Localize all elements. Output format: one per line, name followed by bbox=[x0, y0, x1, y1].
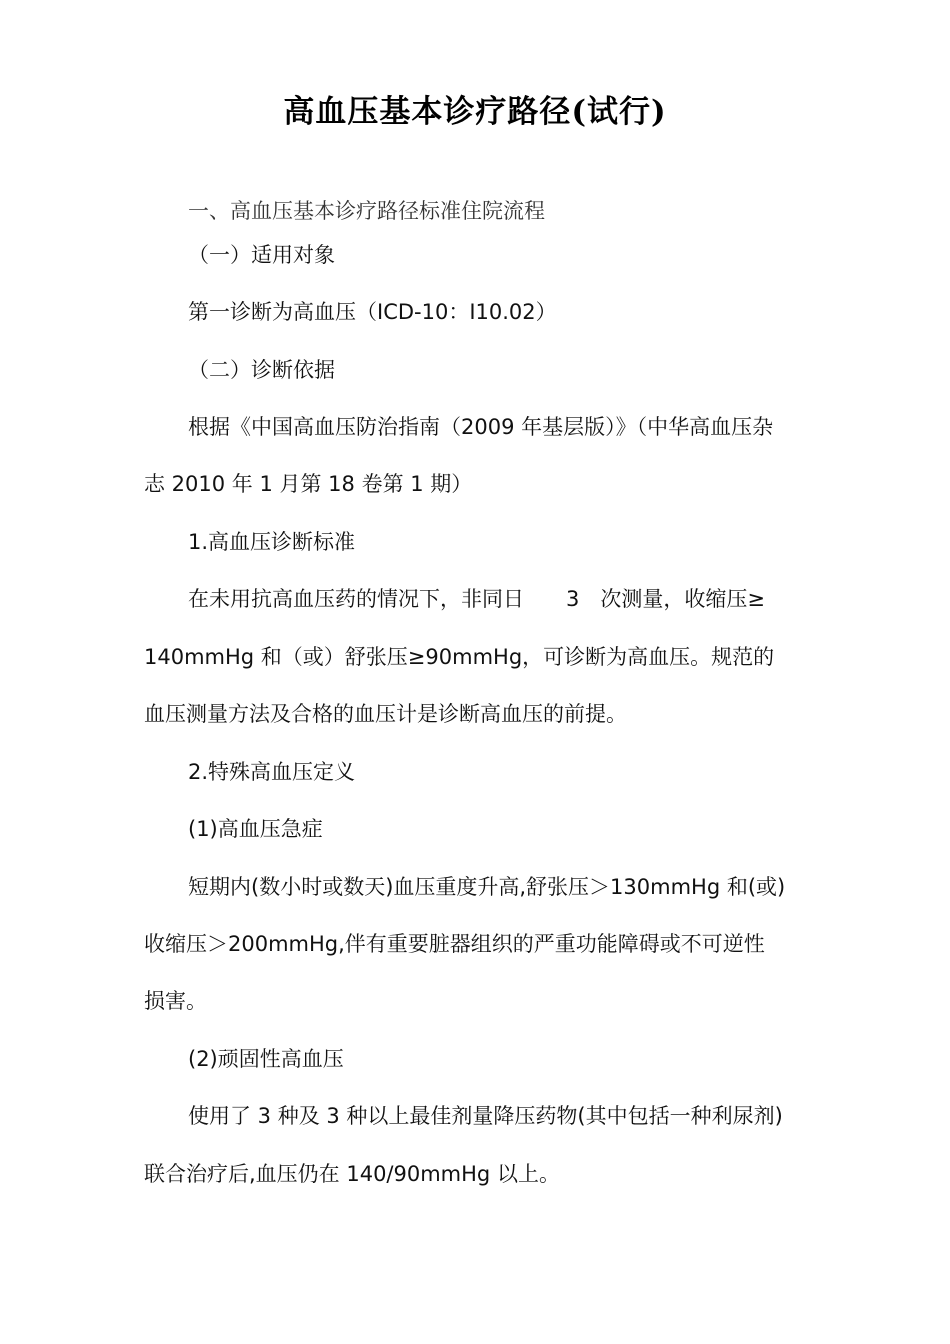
item-heading-emergency: (1)高血压急症 bbox=[188, 817, 323, 841]
item-heading-special: 2.特殊高血压定义 bbox=[188, 760, 356, 784]
paragraph-line: 收缩压＞200mmHg,伴有重要脏器组织的严重功能障碍或不可逆性 bbox=[144, 932, 765, 956]
subsection-heading-applicable: （一）适用对象 bbox=[188, 243, 335, 267]
paragraph-line: 第一诊断为高血压（ICD-10：I10.02） bbox=[188, 300, 557, 324]
paragraph-line: 志 2010 年 1 月第 18 卷第 1 期） bbox=[144, 472, 473, 496]
paragraph-line: 140mmHg 和（或）舒张压≥90mmHg，可诊断为高血压。规范的 bbox=[144, 645, 775, 669]
paragraph-line: 在未用抗高血压药的情况下，非同日 3 次测量，收缩压≥ bbox=[188, 587, 765, 611]
section-heading-1: 一、高血压基本诊疗路径标准住院流程 bbox=[188, 199, 545, 223]
paragraph-line: 根据《中国高血压防治指南（2009 年基层版）》（中华高血压杂 bbox=[188, 415, 774, 439]
document-title: 高血压基本诊疗路径(试行) bbox=[283, 94, 667, 130]
paragraph-line: 联合治疗后,血压仍在 140/90mmHg 以上。 bbox=[144, 1162, 560, 1186]
item-heading-resistant: (2)顽固性高血压 bbox=[188, 1047, 344, 1071]
paragraph-line: 血压测量方法及合格的血压计是诊断高血压的前提。 bbox=[144, 702, 627, 726]
paragraph-line: 损害。 bbox=[144, 989, 207, 1013]
paragraph-line: 短期内(数小时或数天)血压重度升高,舒张压＞130mmHg 和(或) bbox=[188, 875, 786, 899]
item-heading-criteria: 1.高血压诊断标准 bbox=[188, 530, 356, 554]
paragraph-line: 使用了 3 种及 3 种以上最佳剂量降压药物(其中包括一种利尿剂) bbox=[188, 1104, 783, 1128]
subsection-heading-diagnosis: （二）诊断依据 bbox=[188, 358, 335, 382]
